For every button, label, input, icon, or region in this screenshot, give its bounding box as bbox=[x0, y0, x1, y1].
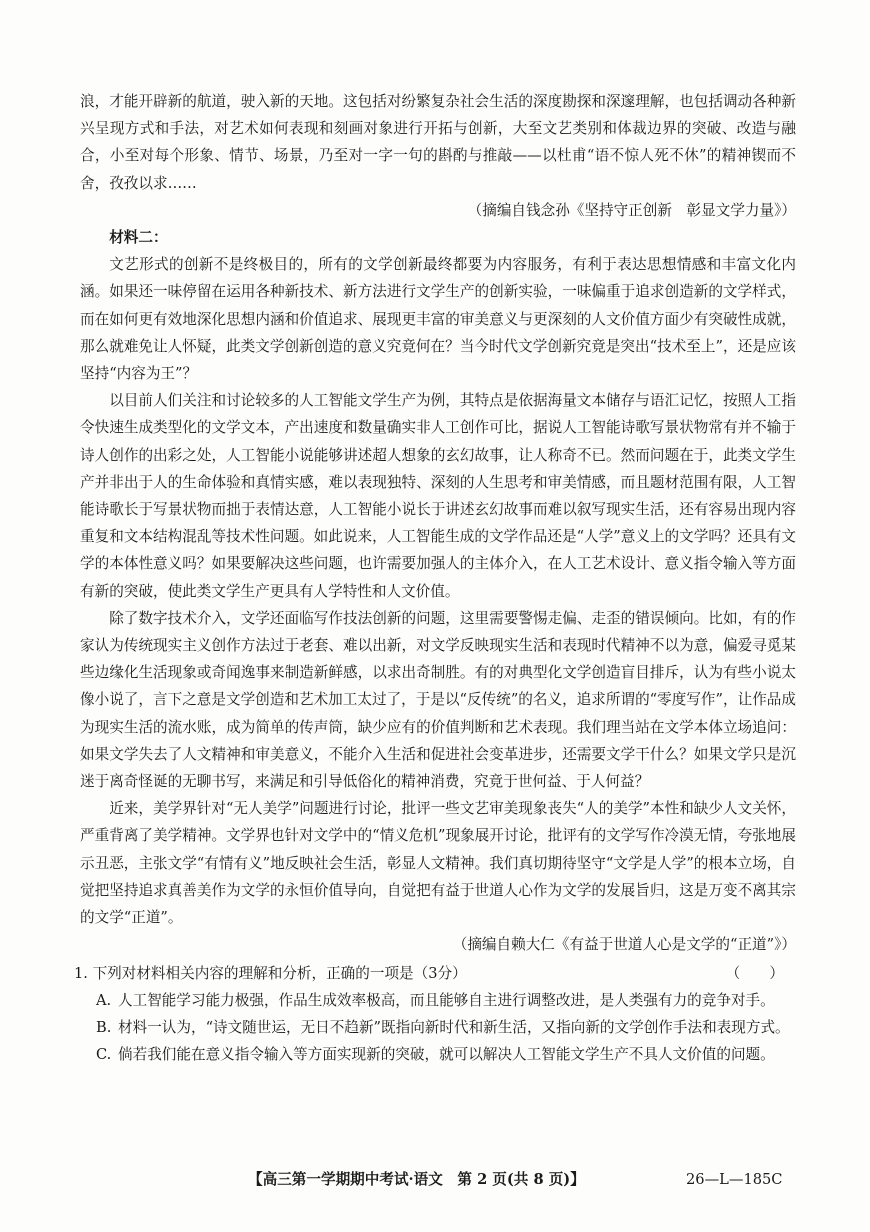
material1-source: （摘编自钱念孙《坚持守正创新 彰显文学力量》） bbox=[467, 201, 796, 219]
footer-page-info: 【高三第一学期期中考试·语文 第 2 页(共 8 页)】 bbox=[248, 1171, 585, 1188]
material1-tail-paragraph: 浪，才能开辟新的航道，驶入新的天地。这包括对纷繁复杂社会生活的深度勘探和深邃理解，也包括调动各种新兴呈现方式和手法，对艺术如何表现和刻画对象进行开拓与创新，大至文艺类别和体裁边界的突破、改造与融合，小至对每个形象、情节、场景，乃至对一字一句的斟酌与推敲——以杜甫“语不惊人死不休”的精神锲而不舍，孜孜以求…… bbox=[80, 93, 796, 192]
option-a[interactable] bbox=[80, 987, 796, 1014]
option-c[interactable] bbox=[80, 1041, 796, 1068]
option-text: 倘若我们能在意义指令输入等方面实现新的突破，就可以解决人工智能文学生产不具人文价值的问题。 bbox=[118, 1046, 775, 1064]
material2-source: （摘编自赖大仁《有益于世道人心是文学的“正道”》） bbox=[452, 936, 796, 954]
option-text: 材料一认为，“诗文随世运，无日不趋新”既指向新时代和新生活，又指向新的文学创作手法和表现方式。 bbox=[118, 1018, 790, 1036]
option-letter: A. bbox=[96, 991, 112, 1009]
page-content bbox=[74, 88, 796, 1068]
answer-blank[interactable]: （ ） bbox=[725, 964, 784, 982]
material2-paragraph-3: 除了数字技术介入，文学还面临写作技法创新的问题，这里需要警惕走偏、走歪的错误倾向。比如，有的作家认为传统现实主义创作方法过于老套、难以出新，对文学反映现实生活和表现时代精神不以为意，偏爱寻觅某些边缘化生活现象或奇闻逸事来制造新鲜感，以求出奇制胜。有的对典型化文学创造盲目排斥，认为有些小说太像小说了，言下之意是文学创造和艺术加工太过了，于是以“反传统”的名义，追求所谓的“零度写作”，让作品成为现实生活的流水账，成为简单的传声筒，缺少应有的价值判断和艺术表现。我们理当站在文学本体立场追问：如果文学失去了人文精神和审美意义，不能介入生活和促进社会变革进步，还需要文学干什么？如果文学只是沉迷于离奇怪诞的无聊书写，来满足和引导低俗化的精神消费，究竟于世何益、于人何益？ bbox=[80, 609, 796, 791]
option-letter: B. bbox=[96, 1018, 112, 1036]
option-text: 人工智能学习能力极强，作品生成效率极高，而且能够自主进行调整改进，是人类强有力的竞争对手。 bbox=[118, 991, 775, 1009]
question-1-stem-row bbox=[74, 960, 796, 987]
material2-heading: 材料二： bbox=[109, 229, 168, 247]
question-1-stem: 1. 下列对材料相关内容的理解和分析，正确的一项是（3分） bbox=[74, 964, 467, 982]
material2-paragraph-1: 文艺形式的创新不是终极目的，所有的文学创新最终都要为内容服务，有利于表达思想情感和丰富文化内涵。如果还一味停留在运用各种新技术、新方法进行文学生产的创新实验，一味偏重于追求创造新的文学样式，而在如何更有效地深化思想内涵和价值追求、展现更丰富的审美意义与更深刻的人文价值方面少有突破性成就，那么就难免让人怀疑，此类文学创新创造的意义究竟何在？当今时代文学创新究竟是突出“技术至上”，还是应该坚持“内容为王”？ bbox=[80, 256, 796, 383]
material2-paragraph-4: 近来，美学界针对“无人美学”问题进行讨论，批评一些文艺审美现象丧失“人的美学”本性和缺少人文关怀，严重背离了美学精神。文学界也针对文学中的“情义危机”现象展开讨论，批评有的文学写作冷漠无情，夸张地展示丑恶，主张文学“有情有义”地反映社会生活，彰显人文精神。我们真切期待坚守“文学是人学”的根本立场，自觉把坚持追求真善美作为文学的永恒价值导向，自觉把有益于世道人心作为文学的发展旨归，这是万变不离其宗的文学“正道”。 bbox=[80, 800, 796, 927]
footer-exam-code: 26—L—185C bbox=[686, 1171, 783, 1188]
material2-paragraph-2: 以目前人们关注和讨论较多的人工智能文学生产为例，其特点是依据海量文本储存与语汇记忆，按照人工指令快速生成类型化的文学文本，产出速度和数量确实非人工创作可比，据说人工智能诗歌写景状物常有并不输于诗人创作的出彩之处，人工智能小说能够讲述超人想象的玄幻故事，让人称奇不已。然而问题在于，此类文学生产并非出于人的生命体验和真情实感，难以表现独特、深刻的人生思考和审美情感，而且题材范围有限，人工智能诗歌长于写景状物而拙于表情达意，人工智能小说长于讲述玄幻故事而难以叙写现实生活，还有容易出现内容重复和文本结构混乱等技术性问题。如此说来，人工智能生成的文学作品还是“人学”意义上的文学吗？还具有文学的本体性意义吗？如果要解决这些问题，也许需要加强人的主体介入，在人工艺术设计、意义指令输入等方面有新的突破，使此类文学生产更具有人学特性和人文价值。 bbox=[80, 392, 796, 600]
question-1 bbox=[74, 960, 796, 1069]
option-b[interactable] bbox=[80, 1014, 796, 1041]
option-letter: C. bbox=[96, 1046, 112, 1064]
